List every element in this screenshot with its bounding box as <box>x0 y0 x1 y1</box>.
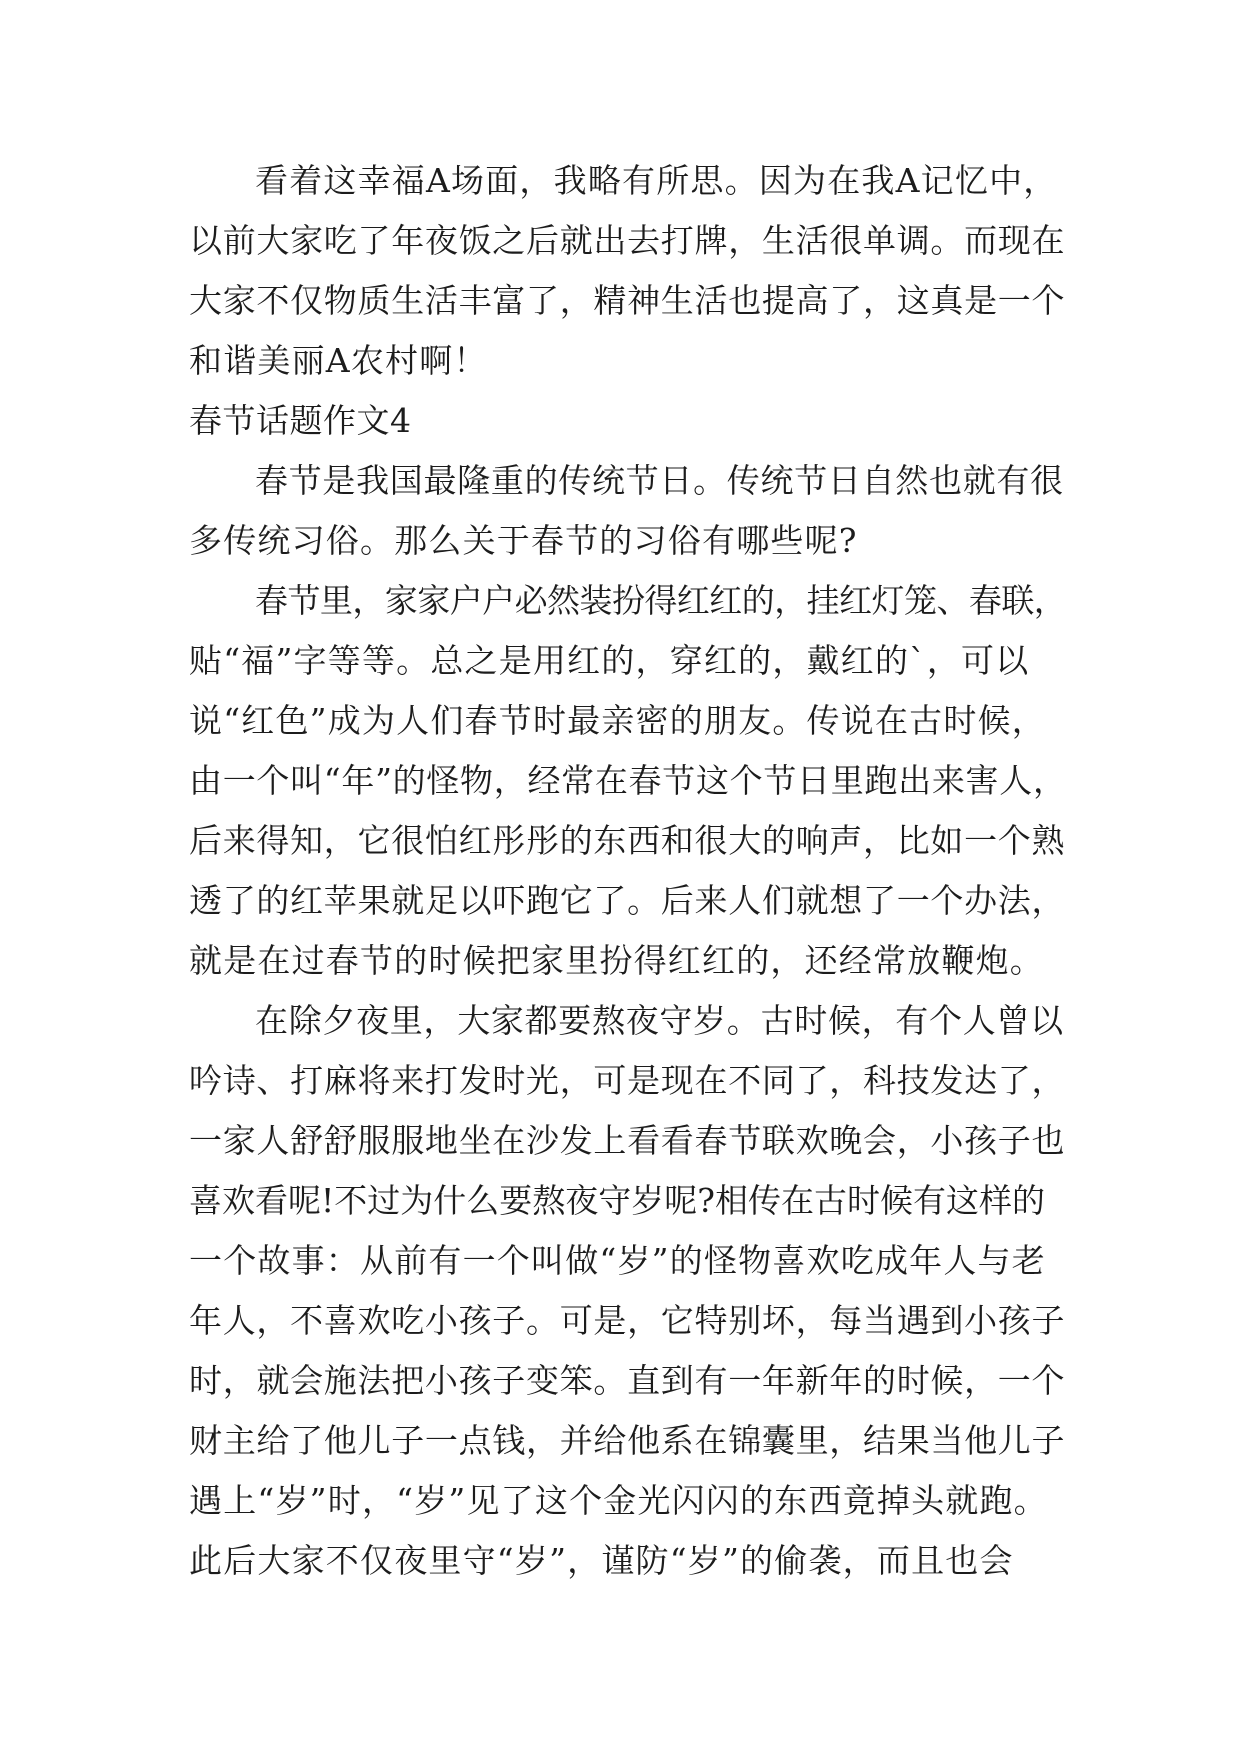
paragraph-line: 在除夕夜里，大家都要熬夜守岁。古时候，有个人曾以 <box>255 1001 1064 1040</box>
paragraph-line: 时，就会施法把小孩子变笨。直到有一年新年的时候，一个 <box>189 1361 1066 1400</box>
essay-heading: 春节话题作文4 <box>189 401 412 440</box>
paragraph-line: 多传统习俗。那么关于春节的习俗有哪些呢? <box>189 521 858 560</box>
paragraph-line: 大家不仅物质生活丰富了，精神生活也提高了，这真是一个 <box>189 281 1066 320</box>
paragraph-line: 春节里，家家户户必然装扮得红红的，挂红灯笼、春联， <box>255 581 1067 620</box>
paragraph-line: 此后大家不仅夜里守“岁”，谨防“岁”的偷袭，而且也会 <box>189 1541 1014 1580</box>
paragraph-line: 遇上“岁”时，“岁”见了这个金光闪闪的东西竟掉头就跑。 <box>189 1481 1048 1520</box>
paragraph-line: 财主给了他儿子一点钱，并给他系在锦囊里，结果当他儿子 <box>189 1421 1066 1460</box>
paragraph-line: 说“红色”成为人们春节时最亲密的朋友。传说在古时候， <box>189 701 1046 740</box>
paragraph-line: 看着这幸福A场面，我略有所思。因为在我A记忆中， <box>255 161 1058 200</box>
paragraph-line: 就是在过春节的时候把家里扮得红红的，还经常放鞭炮。 <box>189 941 1044 980</box>
paragraph-line: 吟诗、打麻将来打发时光，可是现在不同了，科技发达了， <box>189 1061 1066 1100</box>
paragraph-line: 以前大家吃了年夜饭之后就出去打牌，生活很单调。而现在 <box>189 221 1066 260</box>
essay-body <box>189 151 1069 1591</box>
paragraph-line: 透了的红苹果就足以吓跑它了。后来人们就想了一个办法， <box>189 881 1066 920</box>
paragraph-line: 由一个叫“年”的怪物，经常在春节这个节日里跑出来害人， <box>189 761 1067 800</box>
paragraph-line: 一个故事：从前有一个叫做“岁”的怪物喜欢吃成年人与老 <box>189 1241 1046 1280</box>
paragraph-line: 和谐美丽A农村啊！ <box>189 341 488 380</box>
paragraph-line: 一家人舒舒服服地坐在沙发上看看春节联欢晚会，小孩子也 <box>189 1121 1066 1160</box>
paragraph-line: 贴“福”字等等。总之是用红的，穿红的，戴红的`，可以 <box>189 641 1030 680</box>
paragraph-line: 年人，不喜欢吃小孩子。可是，它特别坏，每当遇到小孩子 <box>189 1301 1066 1340</box>
paragraph-line: 后来得知，它很怕红彤彤的东西和很大的响声，比如一个熟 <box>189 821 1066 860</box>
paragraph-line: 春节是我国最隆重的传统节日。传统节日自然也就有很 <box>255 461 1064 500</box>
paragraph-line: 喜欢看呢!不过为什么要熬夜守岁呢?相传在古时候有这样的 <box>189 1181 1045 1220</box>
